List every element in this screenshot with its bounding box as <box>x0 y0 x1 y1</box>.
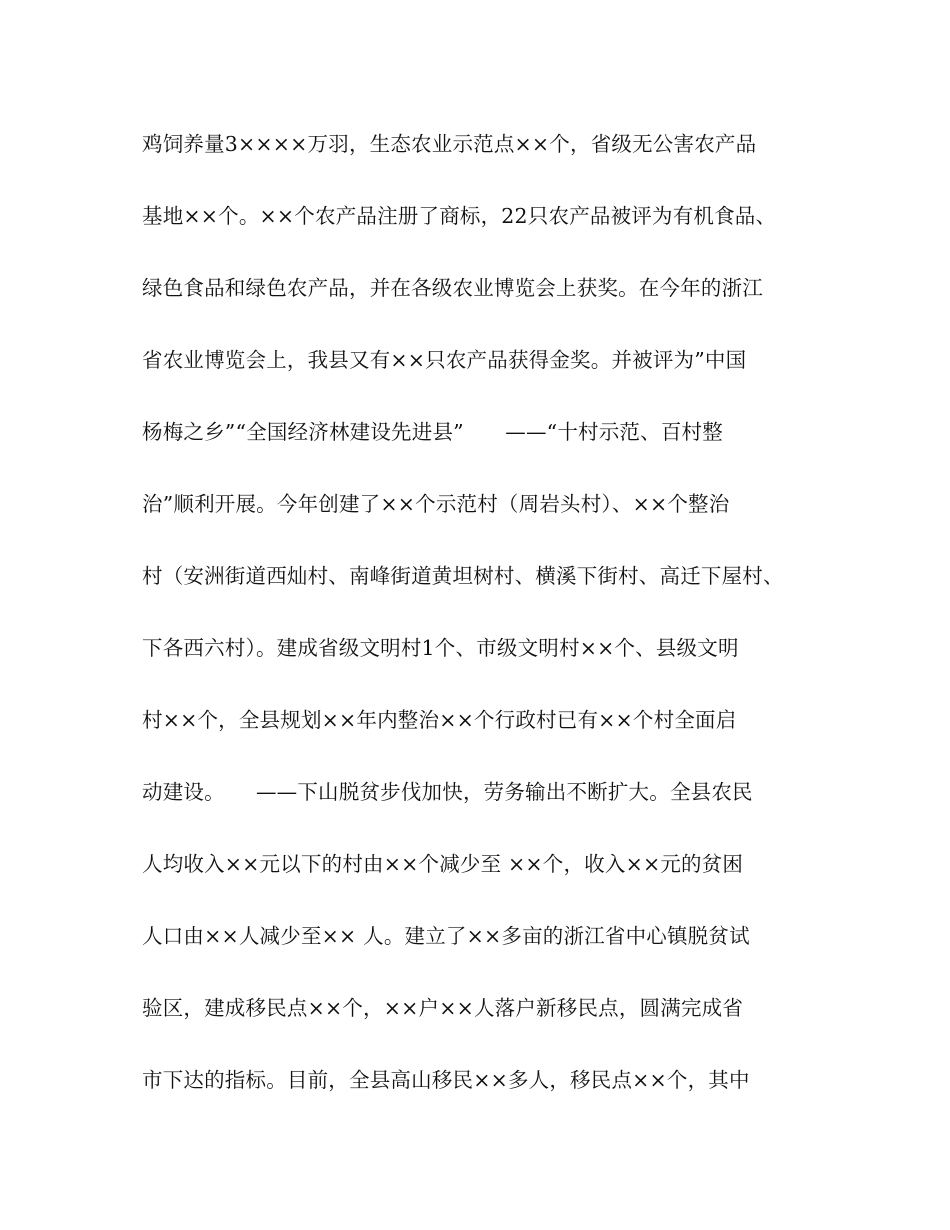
text-line: 市下达的指标。目前，全县高山移民××多人，移民点××个，其中 <box>142 1068 750 1092</box>
text-line: 村××个，全县规划××年内整治××个行政村已有××个村全面启 <box>142 708 737 732</box>
text-line: 基地××个。××个农产品注册了商标，22只农产品被评为有机食品、 <box>142 204 777 228</box>
text-line: 绿色食品和绿色农产品，并在各级农业博览会上获奖。在今年的浙江 <box>142 276 763 300</box>
text-line: 治”顺利开展。今年创建了××个示范村（周岩头村）、××个整治 <box>142 492 730 516</box>
text-line: 下各西六村）。建成省级文明村1个、市级文明村××个、县级文明 <box>142 636 739 660</box>
text-line: 人均收入××元以下的村由××个减少至 ××个，收入××元的贫困 <box>142 852 744 876</box>
body-text <box>142 122 822 1130</box>
text-line: 人口由××人减少至×× 人。建立了××多亩的浙江省中心镇脱贫试 <box>142 924 750 948</box>
text-line: 鸡饲养量3××××万羽，生态农业示范点××个，省级无公害农产品 <box>142 132 757 156</box>
text-line: 验区，建成移民点××个，××户××人落户新移民点，圆满完成省 <box>142 996 744 1020</box>
text-line: 省农业博览会上，我县又有××只农产品获得金奖。并被评为”中国 <box>142 348 747 372</box>
text-line: 村（安洲街道西灿村、南峰街道黄坦树村、横溪下街村、高迁下屋村、 <box>142 564 784 588</box>
text-line: 杨梅之乡”“全国经济林建设先进县” ——“十村示范、百村整 <box>142 420 723 444</box>
text-line: 动建设。 ——下山脱贫步伐加快，劳务输出不断扩大。全县农民 <box>142 780 753 804</box>
